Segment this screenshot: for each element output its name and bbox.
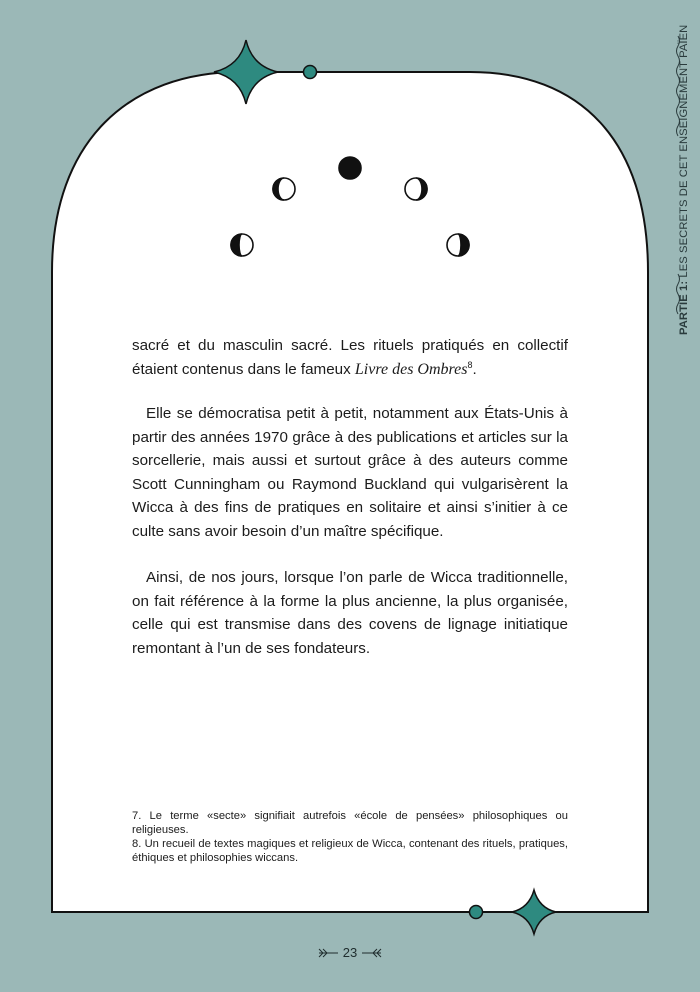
footnote-8: 8. Un recueil de textes magiques et religieux de Wicca, contenant des rituels, pratiques, éthiques et philosophies wiccans.: [132, 838, 568, 864]
footnote-ref: 8: [467, 359, 473, 370]
footnote-7: 7. Le terme «secte» signifiait autrefois «école de pensées» philosophiques ou religieuses.: [132, 810, 568, 836]
new-moon-icon: [339, 157, 361, 179]
accent-dot-icon: [470, 906, 483, 919]
running-head-title: LES SECRETS DE CET ENSEIGNEMENT PAÏEN: [678, 24, 690, 278]
running-head-part: PARTIE 1:: [678, 280, 690, 335]
book-title: Livre des Ombres: [354, 360, 468, 378]
paragraph-1: sacré et du masculin sacré. Les rituels pratiqués en collectif étaient contenus dans le fameux Livre des Ombres$^8$.: [132, 337, 568, 378]
paragraph-2: Elle se démocratisa petit à petit, notamment aux États-Unis à partir des années 1970 grâce à des publications et articles sur la sorcellerie, mais aussi et surtout grâce à des auteurs comme Scott Cunningham ou Raymond Buckland qui vulgarisèrent la Wicca à des fins de pratiques en solitaire et ainsi s’initier à ce culte sans avoir besoin d’un maître spécifique.: [132, 405, 568, 540]
page-number: 23: [342, 945, 358, 960]
accent-dot-icon: [304, 66, 317, 79]
running-head: [678, 25, 690, 335]
paragraph-3: Ainsi, de nos jours, lorsque l’on parle de Wicca traditionnelle, on fait référence à la forme la plus ancienne, la plus organisée, celle qui est transmise dans des covens de lignage initiatique remontant à l’un de ses fondateurs.: [132, 569, 568, 657]
